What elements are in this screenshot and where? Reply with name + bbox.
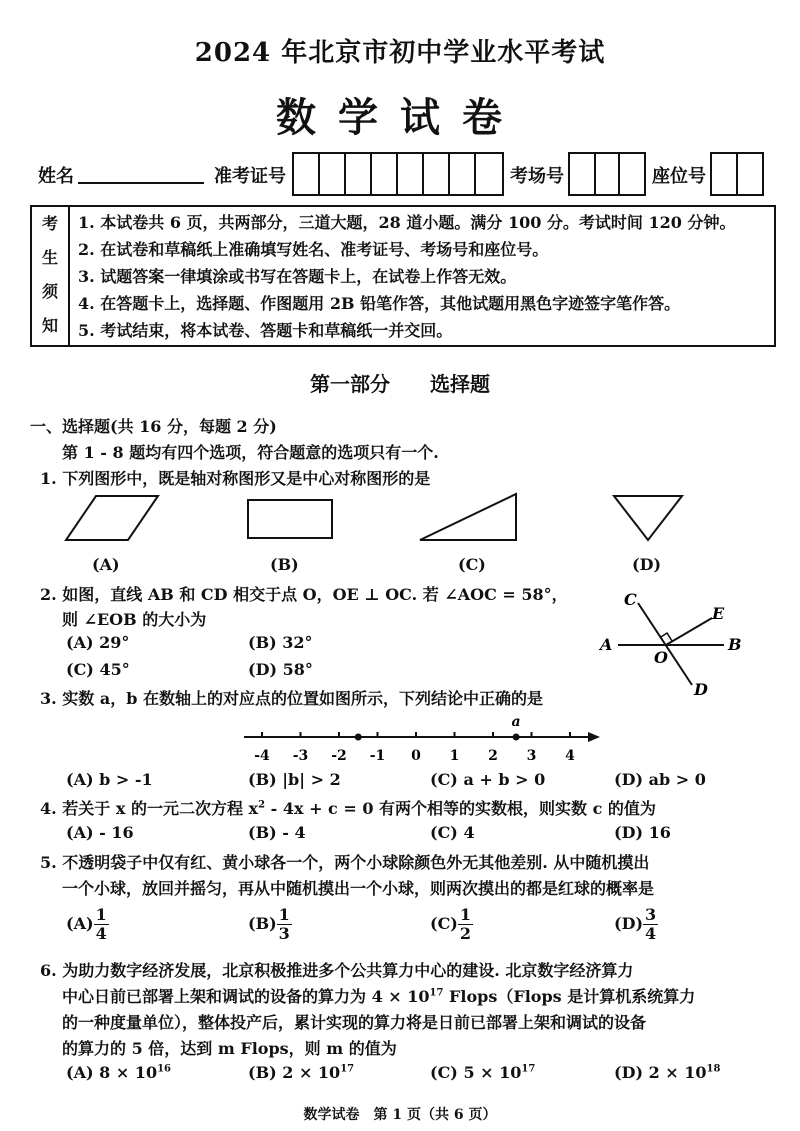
page-footer: 数学试卷 第 1 页（共 6 页） xyxy=(303,1107,497,1123)
q1-figures xyxy=(0,490,800,550)
q2-option-a[interactable]: (A) 29° xyxy=(66,633,130,652)
q5-stem-line1: 5. 不透明袋子中仅有红、黄小球各一个，两个小球除颜色外无其他差别. 从中随机摸出 xyxy=(40,853,650,872)
q3-option-c[interactable]: (C) a + b > 0 xyxy=(430,770,546,789)
q6-option-c[interactable]: (C) $5 \times 10^{17}$ xyxy=(430,1063,536,1082)
q4-option-b[interactable]: (B) - 4 xyxy=(248,823,306,842)
ray-oe xyxy=(666,618,712,645)
notice-heading-char: 知 xyxy=(41,316,58,335)
q5-stem-line2: 一个小球，放回并摇匀，再从中随机摸出一个小球，则两次摸出的都是红球的概率是 xyxy=(62,879,655,898)
point-a xyxy=(513,734,520,741)
tick-label: 2 xyxy=(488,748,498,764)
section-instruction: 第 1 - 8 题均有四个选项，符合题意的选项只有一个. xyxy=(62,443,439,462)
notice-item: 3. 试题答案一律填涂或书写在答题卡上，在试卷上作答无效。 xyxy=(78,267,517,286)
q6-stem-line2: 中心日前已部署上架和调试的设备的算力为 $4 \times 10^{17}$ Flops（Flops 是计算机系统算力 xyxy=(62,987,696,1006)
name-label: 姓名 xyxy=(38,166,74,187)
arrow-head xyxy=(588,732,600,742)
q1-option-d[interactable]: (D) xyxy=(632,555,662,574)
seat-label: 座位号 xyxy=(652,166,706,187)
tick-label: 0 xyxy=(411,748,421,764)
q1-option-b[interactable]: (B) xyxy=(270,555,299,574)
label-b: B xyxy=(728,635,742,654)
tick-label: 3 xyxy=(526,748,537,764)
q6-stem-line3: 的一种度量单位），整体投产后，累计实现的算力将是日前已部署上架和调试的设备 xyxy=(62,1013,647,1032)
notice-heading xyxy=(32,207,70,345)
part-title: 第一部分 选择题 xyxy=(310,372,490,396)
q2-figure xyxy=(590,585,750,705)
notice-heading-char: 生 xyxy=(41,248,58,267)
notice-heading-char: 须 xyxy=(41,282,58,301)
seat-number-boxes[interactable] xyxy=(710,152,764,196)
q1-option-a[interactable]: (A) xyxy=(92,555,120,574)
q3-option-b[interactable]: (B) |b| > 2 xyxy=(248,770,341,789)
point-b xyxy=(355,734,362,741)
q5-option-c[interactable]: (C) $\frac{1}{2}$ xyxy=(430,905,472,943)
q2-stem-line2: 则 ∠EOB 的大小为 xyxy=(62,610,207,629)
q1-stem: 1. 下列图形中，既是轴对称图形又是中心对称图形的是 xyxy=(40,469,431,488)
q4-option-a[interactable]: (A) - 16 xyxy=(66,823,134,842)
notice-item: 5. 考试结束，将本试卷、答题卡和草稿纸一并交回。 xyxy=(78,321,453,340)
q3-option-d[interactable]: (D) ab > 0 xyxy=(614,770,706,789)
ticket-label: 准考证号 xyxy=(214,166,286,187)
q6-stem-line1: 6. 为助力数字经济发展，北京积极推进多个公共算力中心的建设. 北京数字经济算力 xyxy=(40,961,634,980)
q4-option-c[interactable]: (C) 4 xyxy=(430,823,475,842)
label-c: C xyxy=(624,590,637,609)
tick-label: -3 xyxy=(292,748,309,764)
right-triangle-shape xyxy=(420,494,516,540)
notice-item: 2. 在试卷和草稿纸上准确填写姓名、准考证号、考场号和座位号。 xyxy=(78,240,549,259)
q3-option-a[interactable]: (A) b > -1 xyxy=(66,770,153,789)
q5-option-a[interactable]: (A) $\frac{1}{4}$ xyxy=(66,905,107,943)
q3-number-line xyxy=(0,712,800,768)
q2-option-b[interactable]: (B) 32° xyxy=(248,633,313,652)
ticket-number-boxes[interactable] xyxy=(292,152,504,196)
name-field[interactable] xyxy=(78,182,204,184)
rectangle-shape xyxy=(248,500,332,538)
q2-stem-line1: 2. 如图，直线 AB 和 CD 相交于点 O，OE ⊥ OC. 若 ∠AOC = 58°， xyxy=(40,585,568,604)
q6-option-d[interactable]: (D) $2 \times 10^{18}$ xyxy=(614,1063,721,1082)
tick-label: -4 xyxy=(254,748,270,764)
q4-option-d[interactable]: (D) 16 xyxy=(614,823,671,842)
q6-stem-line4: 的算力的 5 倍，达到 m Flops，则 m 的值为 xyxy=(62,1039,397,1058)
q4-stem: 4. 若关于 x 的一元二次方程 $x^2 - 4x + c = 0$ 有两个相等的实数根，则实数 c 的值为 xyxy=(40,799,656,818)
tick-label: 4 xyxy=(565,748,575,764)
point-a-label: a xyxy=(511,714,521,730)
exam-title: 2024 年北京市初中学业水平考试 xyxy=(194,38,606,68)
label-a: A xyxy=(600,635,613,654)
q5-option-b[interactable]: (B) $\frac{1}{3}$ xyxy=(248,905,290,943)
room-label: 考场号 xyxy=(510,166,564,187)
label-e: E xyxy=(712,604,725,623)
tick-label: 1 xyxy=(449,748,460,764)
q5-option-d[interactable]: (D) $\frac{3}{4}$ xyxy=(614,905,657,943)
exam-subtitle: 数学试卷 xyxy=(276,94,524,141)
section-heading: 一、选择题(共 16 分，每题 2 分) xyxy=(30,417,277,436)
label-o: O xyxy=(654,648,668,667)
notice-item: 1. 本试卷共 6 页，共两部分，三道大题，28 道小题。满分 100 分。考试时间 120 分钟。 xyxy=(78,213,736,232)
q1-option-c[interactable]: (C) xyxy=(458,555,486,574)
tick-label: -1 xyxy=(369,748,386,764)
notice-item: 4. 在答题卡上，选择题、作图题用 2B 铅笔作答，其他试题用黑色字迹签字笔作答。 xyxy=(78,294,681,313)
parallelogram-shape xyxy=(66,496,158,540)
label-d: D xyxy=(694,680,708,699)
q2-option-c[interactable]: (C) 45° xyxy=(66,660,130,679)
inverted-triangle-shape xyxy=(614,496,682,540)
tick-label: -2 xyxy=(331,748,347,764)
q6-option-b[interactable]: (B) $2 \times 10^{17}$ xyxy=(248,1063,355,1082)
q6-option-a[interactable]: (A) $8 \times 10^{16}$ xyxy=(66,1063,171,1082)
q3-stem: 3. 实数 a，b 在数轴上的对应点的位置如图所示，下列结论中正确的是 xyxy=(40,689,543,708)
candidate-notice xyxy=(30,205,776,347)
notice-heading-char: 考 xyxy=(41,214,58,233)
room-number-boxes[interactable] xyxy=(568,152,646,196)
q2-option-d[interactable]: (D) 58° xyxy=(248,660,313,679)
